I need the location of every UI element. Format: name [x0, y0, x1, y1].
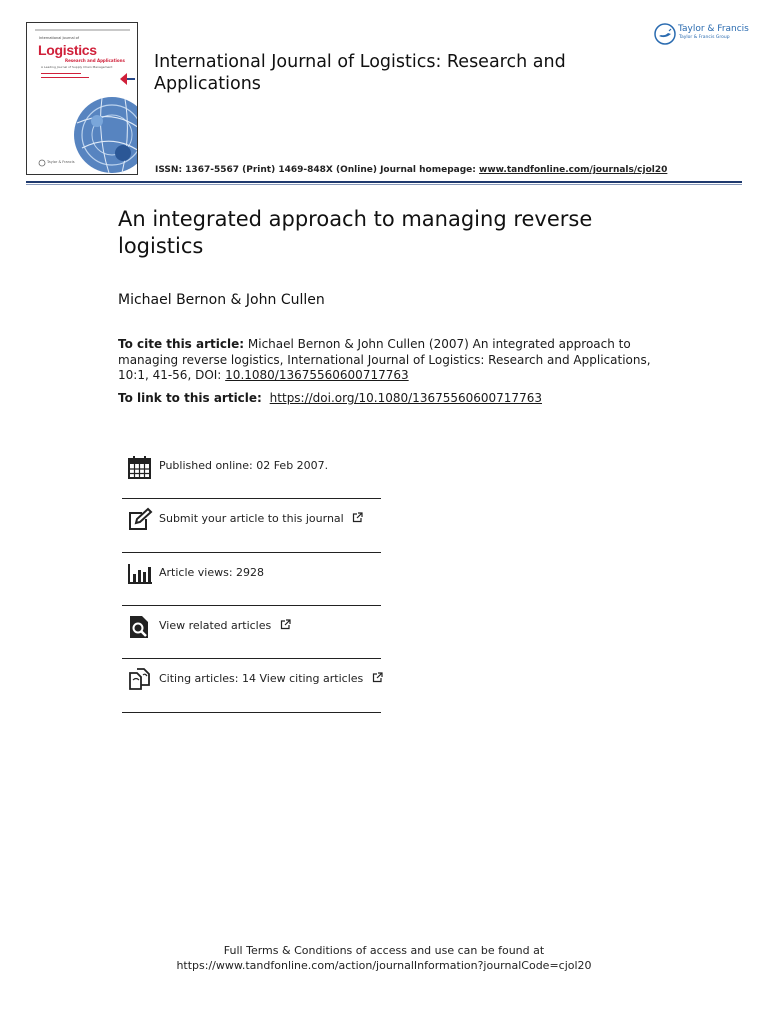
header-rule-thin [26, 184, 742, 185]
info-row-related[interactable] [122, 606, 381, 659]
info-citing-text: Citing articles: 14 View citing articles [159, 672, 364, 685]
citing-articles-icon [127, 667, 153, 693]
cover-title: Logistics [38, 42, 97, 58]
article-info-list [122, 446, 381, 713]
related-articles-link[interactable] [159, 619, 291, 632]
citation-block [118, 337, 658, 384]
cover-tagline: A Leading Journal of Supply Chain Management [41, 65, 113, 69]
publisher-name: Taylor & Francis [678, 24, 749, 34]
submit-article-link[interactable] [159, 512, 363, 525]
external-link-icon [280, 619, 291, 630]
issn-text: ISSN: 1367-5567 (Print) 1469-848X (Online) Journal homepage: [155, 165, 476, 175]
bar-chart-icon [127, 561, 153, 587]
cover-publisher: Taylor & Francis [47, 160, 75, 164]
cover-globe-graphic [27, 23, 138, 175]
cite-doi-link[interactable]: 10.1080/13675560600717763 [225, 368, 409, 382]
info-row-views [122, 553, 381, 606]
article-link-line [118, 391, 542, 405]
publisher-lamp-icon [654, 23, 676, 45]
footer-terms-url[interactable]: https://www.tandfonline.com/action/journalInformation?journalCode=cjol20 [176, 959, 592, 972]
search-document-icon [127, 614, 153, 640]
info-published-text: Published online: 02 Feb 2007. [159, 459, 329, 472]
journal-title: International Journal of Logistics: Research and Applications [154, 52, 566, 94]
info-row-published [122, 446, 381, 499]
header-rule [26, 181, 742, 183]
edit-icon [127, 507, 153, 533]
external-link-icon [372, 672, 383, 683]
external-link-icon [352, 512, 363, 523]
info-submit-text: Submit your article to this journal [159, 512, 344, 525]
publisher-group: Taylor & Francis Group [679, 35, 730, 40]
info-row-citing[interactable] [122, 659, 381, 713]
article-doi-link[interactable]: https://doi.org/10.1080/13675560600717763 [269, 391, 542, 405]
article-title: An integrated approach to managing reverse logistics [118, 207, 593, 258]
calendar-icon [127, 454, 153, 480]
info-row-submit[interactable] [122, 499, 381, 553]
journal-homepage-link[interactable]: www.tandfonline.com/journals/cjol20 [479, 165, 668, 175]
footer-terms-text: Full Terms & Conditions of access and use can be found at [223, 944, 545, 957]
info-related-text: View related articles [159, 619, 272, 632]
article-authors: Michael Bernon & John Cullen [118, 292, 325, 308]
journal-cover-image [26, 22, 138, 175]
cite-label: To cite this article: [118, 337, 245, 351]
issn-line [155, 165, 667, 175]
publisher-logo[interactable] [654, 22, 749, 46]
cite-text: Michael Bernon & John Cullen (2007) An integrated approach to managing reverse logistics, International Journal of Logistics: Research and Applications, 10:1, 41-56, DOI: [118, 337, 651, 382]
info-views-text: Article views: 2928 [159, 566, 265, 579]
link-label: To link to this article: [118, 391, 262, 405]
citing-articles-link[interactable] [159, 672, 383, 685]
cover-subtitle: Research and Applications [65, 58, 125, 63]
terms-footer [0, 943, 768, 973]
cover-title-prefix: International Journal of [39, 36, 80, 40]
